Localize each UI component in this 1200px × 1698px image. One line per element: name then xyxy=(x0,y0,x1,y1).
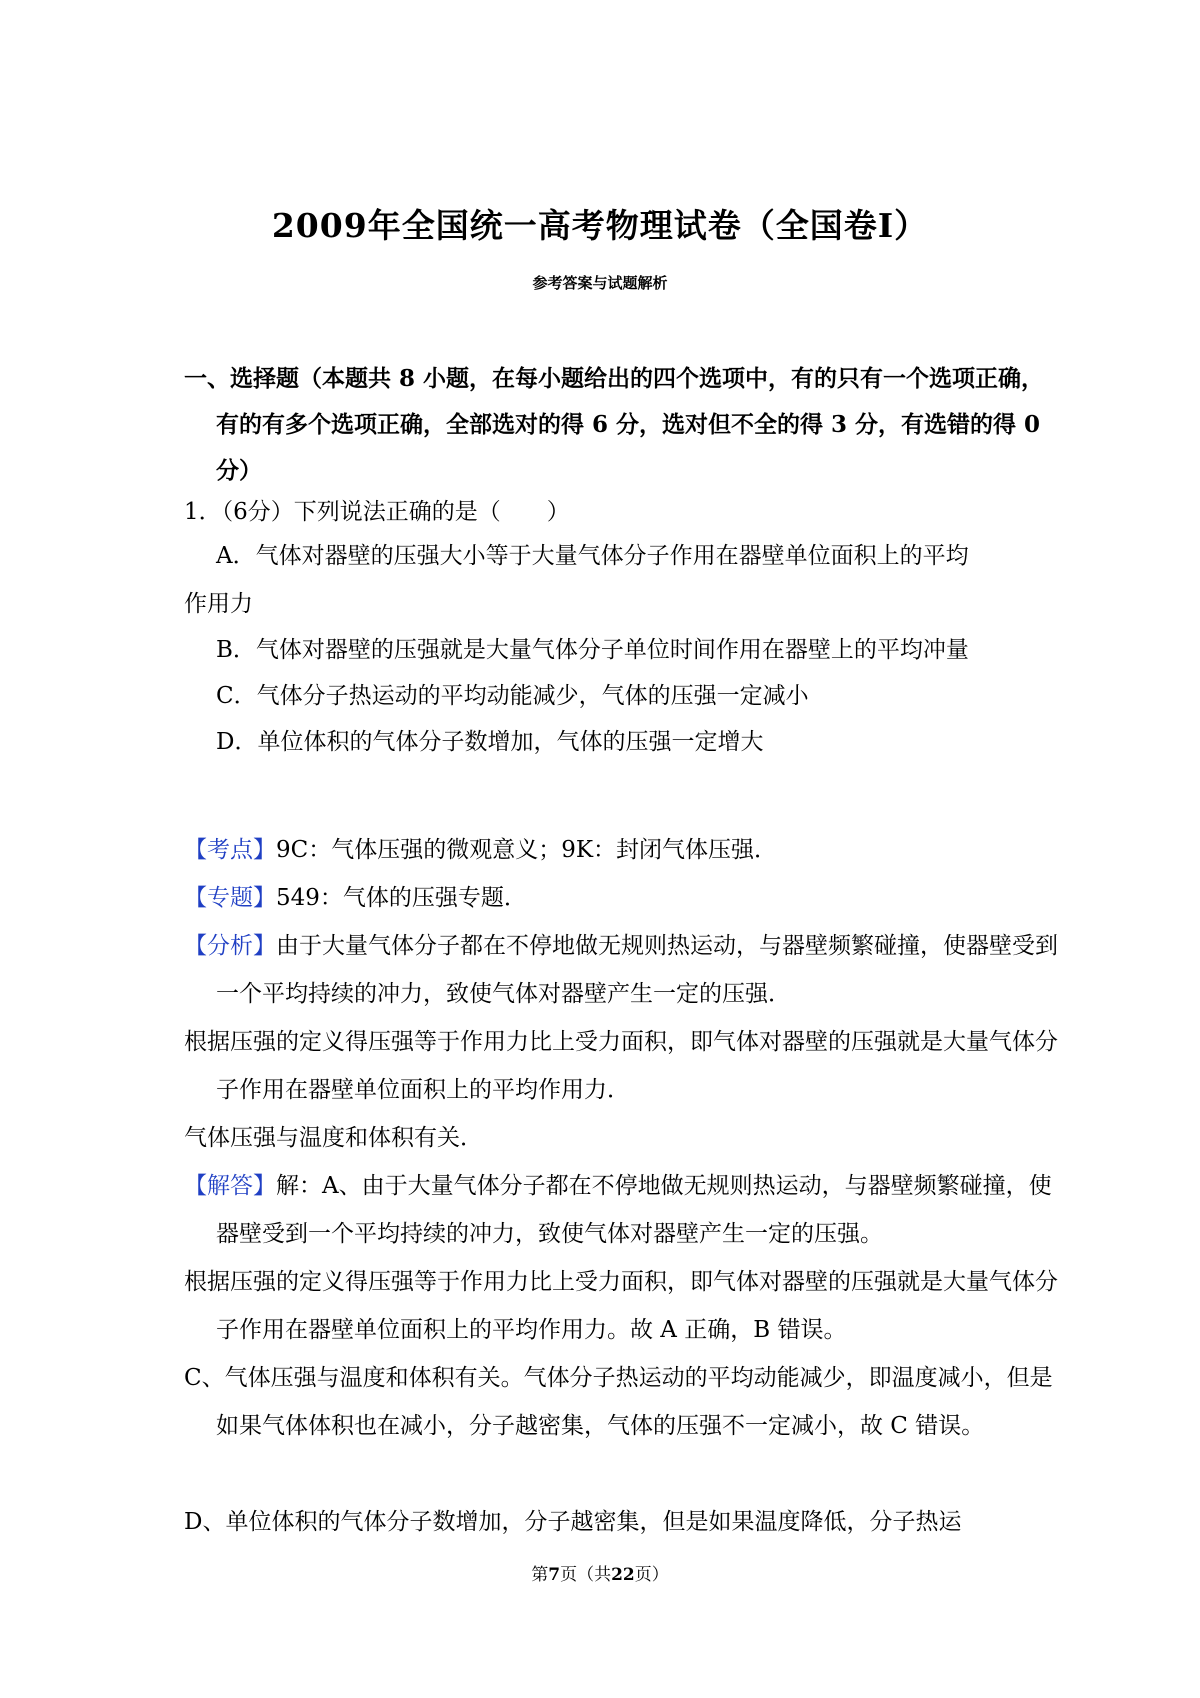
option-a-line1: A．气体对器壁的压强大小等于大量气体分子作用在器壁单位面积上的平均 xyxy=(216,543,969,569)
jieda-paragraph xyxy=(184,1162,1066,1258)
page-footer: 第7页（共22页） xyxy=(531,1565,669,1585)
document-title: 2009年全国统一高考物理试卷（全国卷I） xyxy=(271,206,929,245)
document-subtitle: 参考答案与试题解析 xyxy=(532,274,668,292)
jieda-text-1: 解：A、由于大量气体分子都在不停地做无规则热运动，与器壁频繁碰撞，使器壁受到一个平均持续的冲力，致使气体对器壁产生一定的压强。 xyxy=(216,1173,1052,1247)
question-stem: 1．（6分）下列说法正确的是（ ） xyxy=(184,499,570,525)
fenxi-tag: 【分析】 xyxy=(184,933,276,959)
page-total: 22 xyxy=(611,1565,635,1585)
section-heading: 一、选择题（本题共 8 小题，在每小题给出的四个选项中，有的只有一个选项正确，有的有多个选项正确，全部选对的得 6 分，选对但不全的得 3 分，有选错的得 0 分） xyxy=(184,365,1045,484)
zhuanti-tag: 【专题】 xyxy=(184,885,276,911)
option-a-line2: 作用力 xyxy=(184,591,253,617)
zhuanti-text: 549：气体的压强专题． xyxy=(276,885,527,911)
option-b: B．气体对器壁的压强就是大量气体分子单位时间作用在器壁上的平均冲量 xyxy=(216,637,969,663)
zhuanti-line xyxy=(184,882,527,914)
jieda-text-2: 根据压强的定义得压强等于作用力比上受力面积，即气体对器壁的压强就是大量气体分子作用在器壁单位面积上的平均作用力。故 A 正确，B 错误。 xyxy=(184,1269,1058,1343)
fenxi-text-3: 气体压强与温度和体积有关． xyxy=(184,1125,483,1151)
jieda-text-3: C、气体压强与温度和体积有关。气体分子热运动的平均动能减少，即温度减小，但是如果气体体积也在减小，分子越密集，气体的压强不一定减小，故 C 错误。 xyxy=(184,1365,1053,1439)
option-d: D．单位体积的气体分子数增加，气体的压强一定增大 xyxy=(216,729,764,755)
kaodian-line xyxy=(184,834,777,866)
jieda-tag: 【解答】 xyxy=(184,1173,276,1199)
fenxi-text-2: 根据压强的定义得压强等于作用力比上受力面积，即气体对器壁的压强就是大量气体分子作用在器壁单位面积上的平均作用力． xyxy=(184,1029,1058,1103)
page-number: 7 xyxy=(548,1565,561,1585)
kaodian-tag: 【考点】 xyxy=(184,837,276,863)
fenxi-paragraph xyxy=(184,922,1066,1018)
fenxi-text-1: 由于大量气体分子都在不停地做无规则热运动，与器壁频繁碰撞，使器壁受到一个平均持续的冲力，致使气体对器壁产生一定的压强． xyxy=(216,933,1058,1007)
kaodian-text: 9C：气体压强的微观意义；9K：封闭气体压强． xyxy=(276,837,778,863)
jieda-text-4: D、单位体积的气体分子数增加，分子越密集，但是如果温度降低，分子热运 xyxy=(184,1509,962,1535)
option-c: C．气体分子热运动的平均动能减少，气体的压强一定减小 xyxy=(216,683,809,709)
